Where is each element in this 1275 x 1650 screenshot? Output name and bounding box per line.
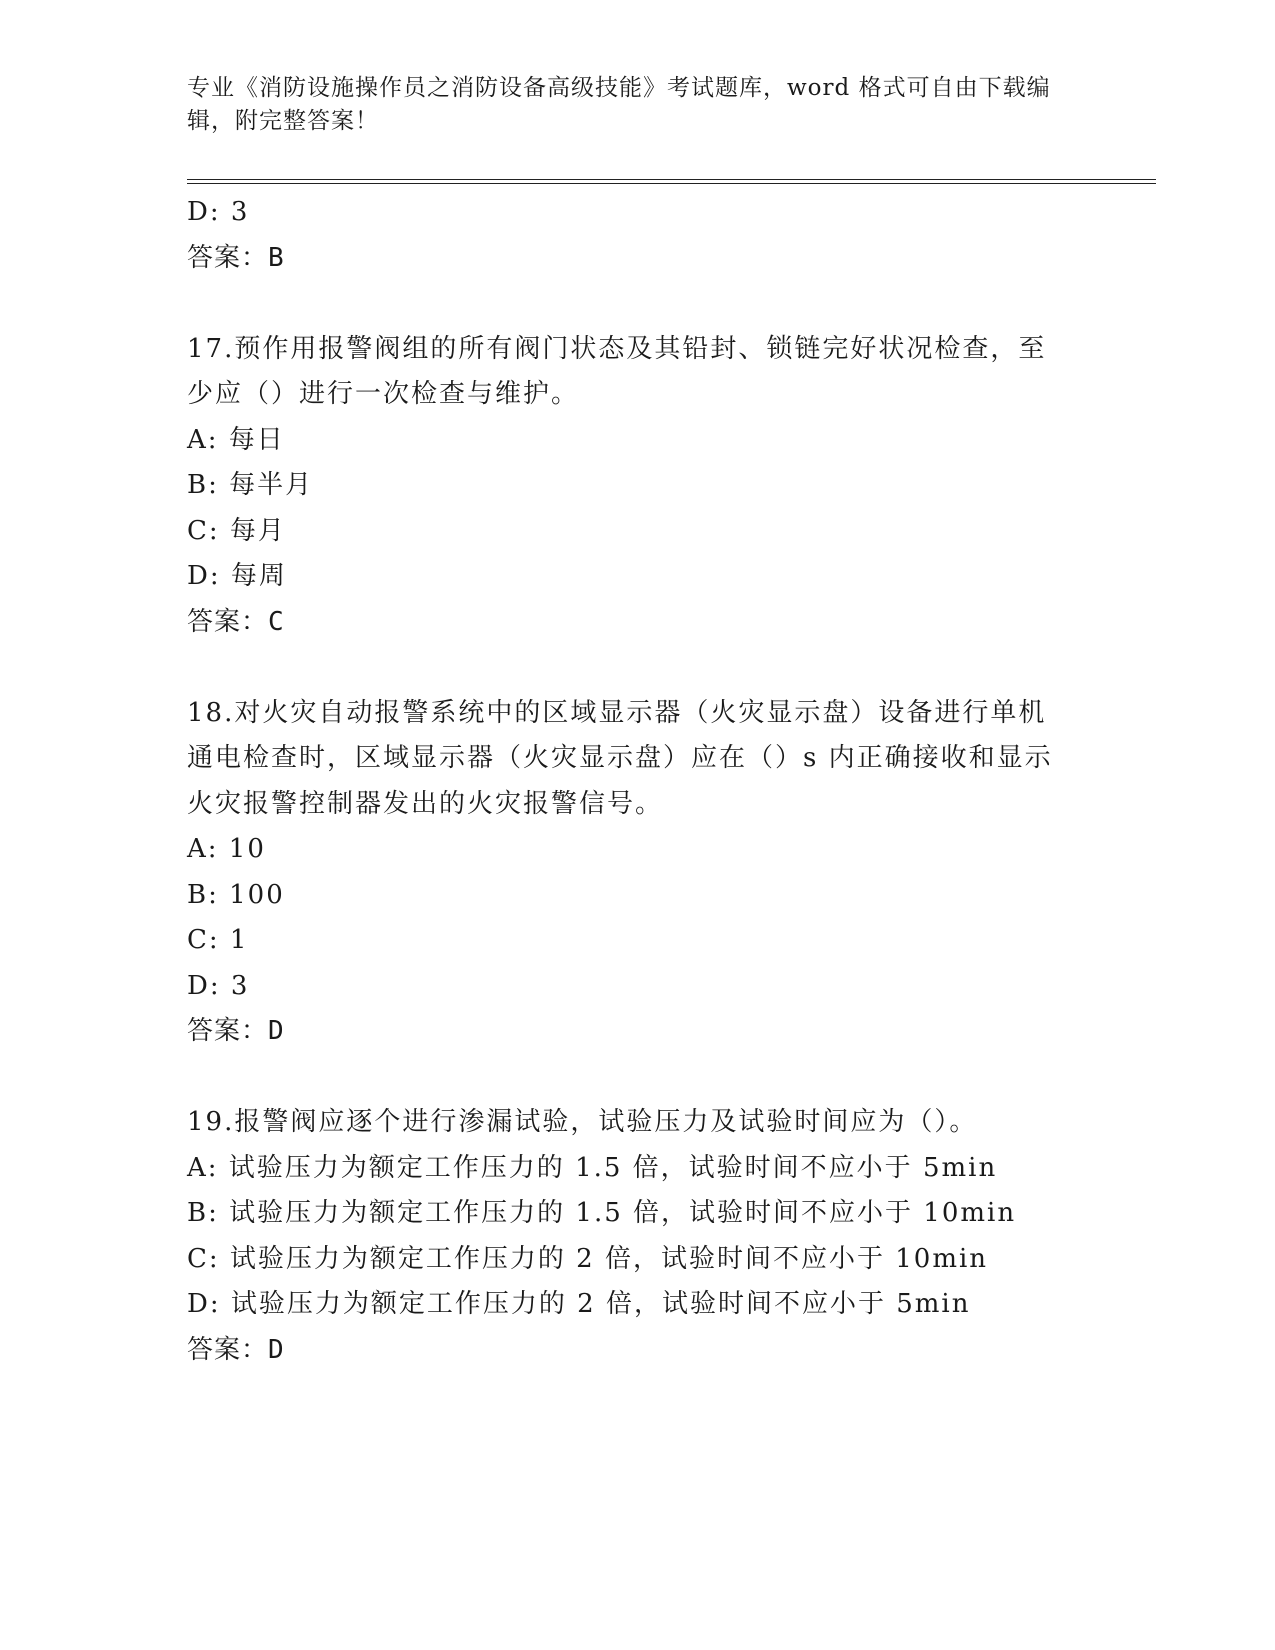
- question-18-option-d: D: 3: [187, 970, 250, 1001]
- question-19-option-b: B: 试验压力为额定工作压力的 1.5 倍，试验时间不应小于 10min: [187, 1198, 1017, 1228]
- question-17-option-d: D: 每周: [187, 561, 287, 591]
- question-18-stem-line-2: 通电检查时，区域显示器（火灾显示盘）应在（）s 内正确接收和显示: [187, 743, 1053, 773]
- question-18-option-c: C: 1: [187, 925, 249, 955]
- spacer: [187, 645, 1087, 691]
- continued-option-d: D: 3: [187, 197, 250, 227]
- question-18-option-a: A: 10: [187, 834, 266, 864]
- exam-content: [187, 190, 1087, 1373]
- question-17-option-b: B: 每半月: [187, 470, 314, 500]
- question-17-stem-line-1: 17.预作用报警阀组的所有阀门状态及其铅封、锁链完好状况检查，至: [187, 333, 1047, 364]
- question-19-option-a: A: 试验压力为额定工作压力的 1.5 倍，试验时间不应小于 5min: [187, 1152, 998, 1183]
- spacer: [187, 281, 1087, 327]
- question-18-stem-line-3: 火灾报警控制器发出的火灾报警信号。: [187, 788, 664, 819]
- question-17-option-c: C: 每月: [187, 515, 286, 546]
- question-19-option-d: D: 试验压力为额定工作压力的 2 倍，试验时间不应小于 5min: [187, 1289, 971, 1319]
- question-18-option-b: B: 100: [187, 879, 285, 910]
- spacer: [187, 1055, 1087, 1101]
- header-rule-bottom: [187, 183, 1156, 184]
- question-19-option-c: C: 试验压力为额定工作压力的 2 倍，试验时间不应小于 10min: [187, 1243, 989, 1274]
- question-17-option-a: A: 每日: [187, 424, 285, 455]
- continued-answer: 答案：B: [187, 242, 285, 273]
- question-17-answer: 答案：C: [187, 606, 285, 637]
- header-rule-top: [187, 179, 1156, 180]
- question-19: [187, 1100, 1087, 1373]
- question-19-stem-line-1: 19.报警阀应逐个进行渗漏试验，试验压力及试验时间应为（）。: [187, 1107, 978, 1137]
- question-18-stem-line-1: 18.对火灾自动报警系统中的区域显示器（火灾显示盘）设备进行单机: [187, 697, 1047, 728]
- question-19-answer: 答案：D: [187, 1334, 285, 1365]
- question-18: [187, 691, 1087, 1055]
- document-header: 专业《消防设施操作员之消防设备高级技能》考试题库，word 格式可自由下载编辑，附完整答案！: [187, 75, 1051, 134]
- question-18-answer: 答案：D: [187, 1016, 285, 1046]
- question-17: [187, 327, 1087, 646]
- question-17-stem-line-2: 少应（）进行一次检查与维护。: [187, 379, 580, 409]
